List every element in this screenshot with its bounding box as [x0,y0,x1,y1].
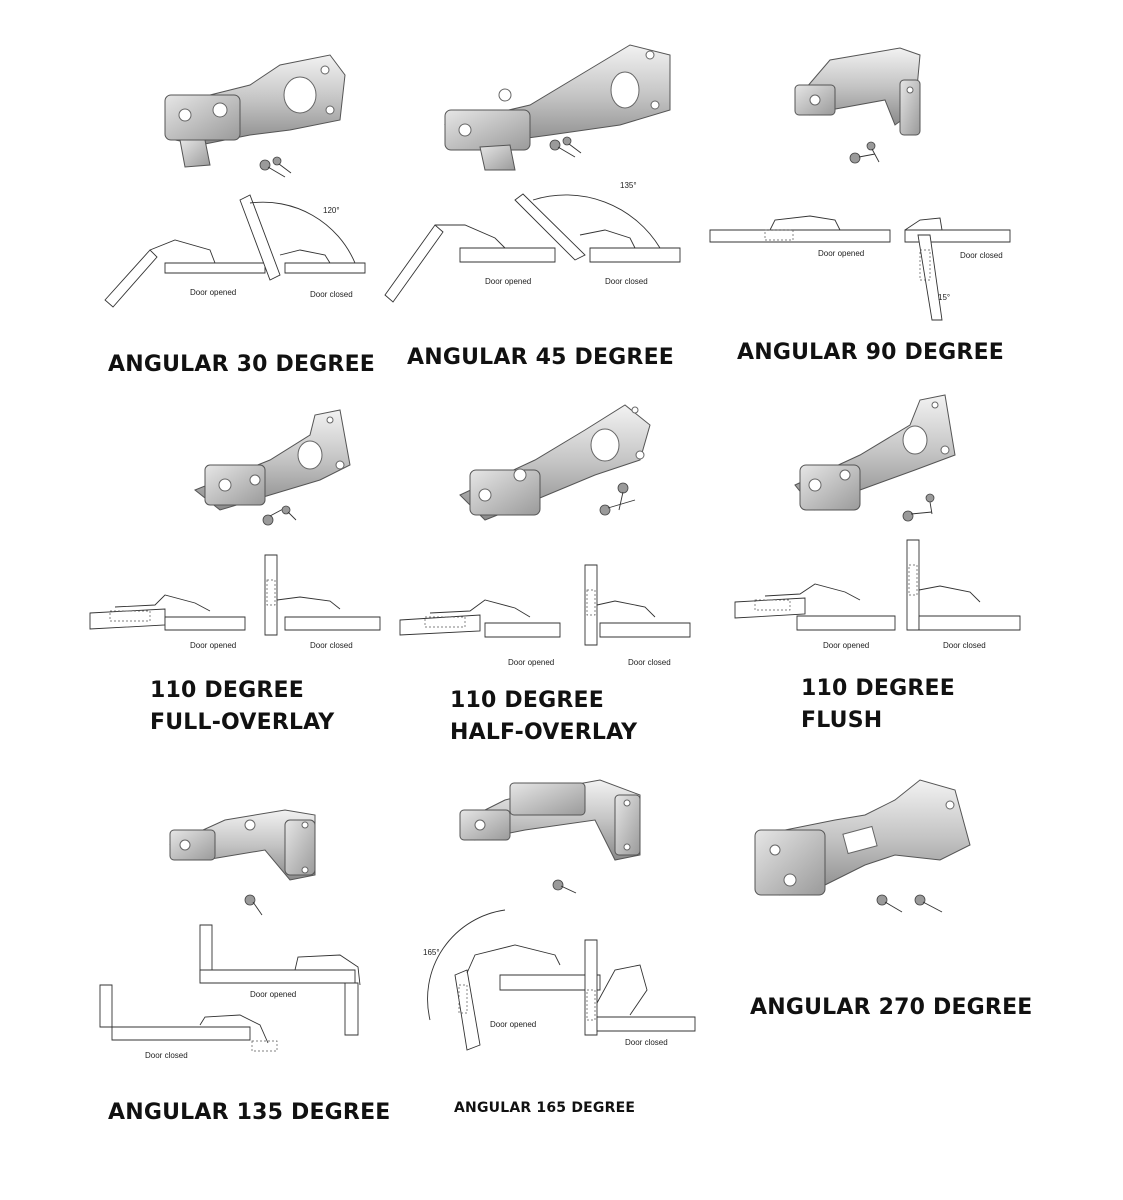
screw-icon [845,140,885,170]
hinge-title: 110 DEGREE FLUSH [801,676,955,734]
label-door-opened: Door opened [190,288,237,297]
hinge-card-110-half-overlay [395,400,705,760]
hinge-photo [455,775,655,875]
label-door-closed: Door closed [960,251,1003,260]
screw-icon [255,155,295,185]
screw-icon [595,480,645,525]
screw-icon [240,890,270,920]
label-door-closed: Door closed [145,1051,188,1060]
label-door-closed: Door closed [625,1038,668,1047]
label-door-closed: Door closed [628,658,671,667]
label-door-opened: Door opened [818,249,865,258]
label-door-closed: Door closed [310,290,353,299]
installation-diagram [85,545,385,655]
label-door-opened: Door opened [190,641,237,650]
installation-diagram [415,905,705,1055]
hinge-title: ANGULAR 165 DEGREE [454,1100,636,1116]
label-door-opened: Door opened [250,990,297,999]
angle-label: 15° [938,293,951,302]
label-door-opened: Door opened [508,658,555,667]
hinge-title: ANGULAR 45 DEGREE [407,345,675,370]
hinge-title: ANGULAR 30 DEGREE [108,352,376,377]
installation-diagram [710,200,1010,340]
hinge-title: ANGULAR 135 DEGREE [108,1100,391,1125]
screw-icon [545,135,585,165]
hinge-card-110-flush [735,390,1025,750]
angle-label: 135° [620,181,637,190]
installation-diagram [100,925,390,1075]
label-door-opened: Door opened [490,1020,537,1029]
hinge-photo [165,800,325,890]
hinge-title: ANGULAR 270 DEGREE [750,995,1033,1020]
screw-icon [260,500,300,530]
installation-diagram [105,195,375,315]
hinge-photo [790,40,950,150]
screw-icon [550,875,580,900]
hinge-card-angular-30 [100,30,380,390]
hinge-card-angular-165 [410,775,710,1135]
hinge-card-110-full-overlay [85,400,385,760]
installation-diagram [395,565,695,695]
hinge-title: ANGULAR 90 DEGREE [737,340,1005,365]
hinge-card-angular-90 [705,30,1025,390]
angle-label: 120° [323,206,340,215]
hinge-title: 110 DEGREE FULL-OVERLAY [150,678,335,736]
angle-label: 165° [423,948,440,957]
hinge-card-angular-270 [745,775,1045,1135]
label-door-closed: Door closed [943,641,986,650]
installation-diagram [735,540,1025,660]
label-door-opened: Door opened [485,277,532,286]
installation-diagram [385,180,685,300]
screw-icon [870,890,950,930]
label-door-opened: Door opened [823,641,870,650]
label-door-closed: Door closed [605,277,648,286]
hinge-title: 110 DEGREE HALF-OVERLAY [450,688,638,746]
hinge-card-angular-45 [385,30,695,390]
label-door-closed: Door closed [310,641,353,650]
hinge-photo [130,35,370,185]
screw-icon [900,490,945,530]
hinge-card-angular-135 [100,800,400,1140]
